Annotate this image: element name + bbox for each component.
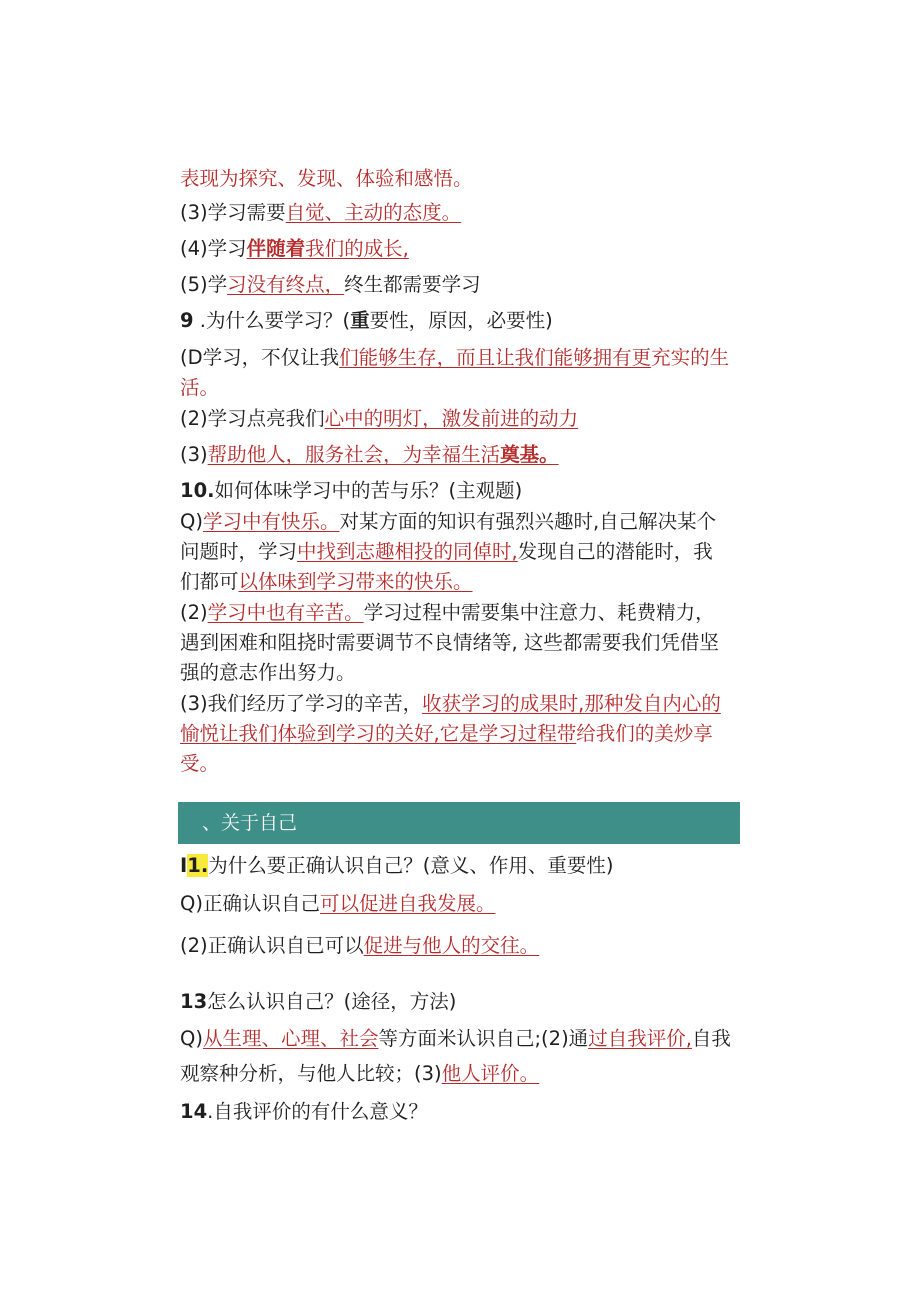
question-number: 9 [180,309,194,332]
item-text: 问题时，学习 [180,540,298,563]
question-heading [180,989,456,1015]
paragraph-line [180,569,473,595]
question-text: 为什么要正确认识自己？(意义、作用、重要性) [208,854,614,877]
answer-text: 中找到志趣相投的同倬时, [297,540,518,563]
answer-text: 帮助他人，服务社会，为幸福生活 [207,443,501,466]
answer-text: 以体味到学习带来的快乐。 [238,570,473,593]
paragraph-line [180,539,713,565]
answer-text: 活。 [180,376,220,399]
answer-text: 习没有终点， [227,273,345,296]
question-number: 13 [180,990,208,1013]
question-text: .自我评价的有什么意义？ [207,1100,428,1123]
list-item [180,891,495,917]
item-text: 强的意志作出努力。 [180,661,356,684]
list-item [180,442,559,468]
answer-text: 愉悦让我们体验到学习的关好,它是学习过程带 [180,722,577,745]
question-heading [180,853,613,879]
answer-text: 促进与他人的交往。 [363,934,540,957]
question-heading [180,1099,428,1125]
answer-text: 们能够生存，而且让我们能够拥有更 [339,346,652,369]
item-text: (2) [180,601,208,624]
item-text: 学习过程中需要集中注意力、耗费精力， [363,601,715,624]
answer-text: 学习中也有辛苦。 [207,601,364,624]
answer-text: 充实的生 [651,346,730,369]
item-text: 对某方面的知识有强烈兴趣时,自己解决某个 [339,510,717,533]
answer-text: 给我们的美炒享 [576,722,713,745]
answer-text: 收获学习的成果时,那种发自内心的 [422,692,721,715]
item-text: (3) [180,443,208,466]
item-text: 等方面米认识自己;(2)通 [378,1027,589,1050]
answer-text: 从生理、心理、社会 [202,1027,379,1050]
list-item [180,509,716,535]
item-text: 们都可 [180,570,239,593]
item-text: (2)学习点亮我们 [180,407,325,430]
paragraph-line [180,660,356,686]
answer-text: 受。 [180,752,220,775]
question-text: .为什么要学习？( [193,309,351,332]
question-heading [180,478,522,504]
question-number: 10. [180,479,215,502]
paragraph-line [180,721,713,747]
question-number: I [180,854,188,877]
answer-text: 他人评价。 [441,1062,540,1085]
answer-text: 学习中有快乐。 [202,510,340,533]
item-text: 遇到困难和阻挠时需要调节不良情绪等, 这些都需要我们凭借坚 [180,631,719,654]
list-item [180,236,409,262]
list-item [180,406,578,432]
answer-text-bold: 伴随着 [246,237,306,260]
question-text: 要性，原因，必要性) [369,309,553,332]
item-text: (3)学习需要 [180,201,286,224]
paragraph-line [180,1061,539,1087]
answer-text: 我们的成长, [305,237,409,260]
item-text: 发现自己的潜能时，我 [517,540,713,563]
item-text: 自我 [691,1027,731,1050]
list-item [180,691,721,717]
answer-text: 表现为探究、发现、体验和感悟。 [180,167,473,190]
list-item [180,1026,731,1052]
item-text: 终生都需要学习 [344,273,481,296]
item-text: (4)学习 [180,237,247,260]
item-text: 观察种分析，与他人比较；(3) [180,1062,442,1085]
paragraph-line [180,166,473,192]
list-item [180,200,461,226]
item-text: (2)正确认识自已可以 [180,934,364,957]
item-text: (5)学 [180,273,228,296]
question-text: 怎么认识自己？(途径，方法) [207,990,457,1013]
question-number: 14 [180,1100,208,1123]
answer-text: 心中的明灯，激发前进的动力 [324,407,579,430]
item-text: (D学习，不仅让我 [180,346,340,369]
item-text: (3)我们经历了学习的辛苦， [180,692,423,715]
question-text: 如何体味学习中的苦与乐？(主观题) [214,479,523,502]
answer-text-bold: 奠基。 [500,443,559,466]
paragraph-line [180,751,219,777]
item-text: Q)正确认识自己 [180,892,320,915]
paragraph-line [180,630,719,656]
answer-text: 自觉、主动的态度。 [285,201,462,224]
list-item [180,272,481,298]
question-text-bold: 重 [350,309,370,332]
list-item [180,345,729,371]
answer-text: 过自我评价, [588,1027,692,1050]
question-heading [180,308,553,334]
section-header-bar [178,802,740,844]
item-text: Q) [180,510,203,533]
paragraph-line [180,375,219,401]
list-item [180,933,539,959]
list-item [180,600,715,626]
question-number-highlight: 1. [187,854,209,877]
answer-text: 可以促进自我发展。 [319,892,496,915]
section-title: 、关于自己 [202,812,298,834]
item-text: Q) [180,1027,203,1050]
